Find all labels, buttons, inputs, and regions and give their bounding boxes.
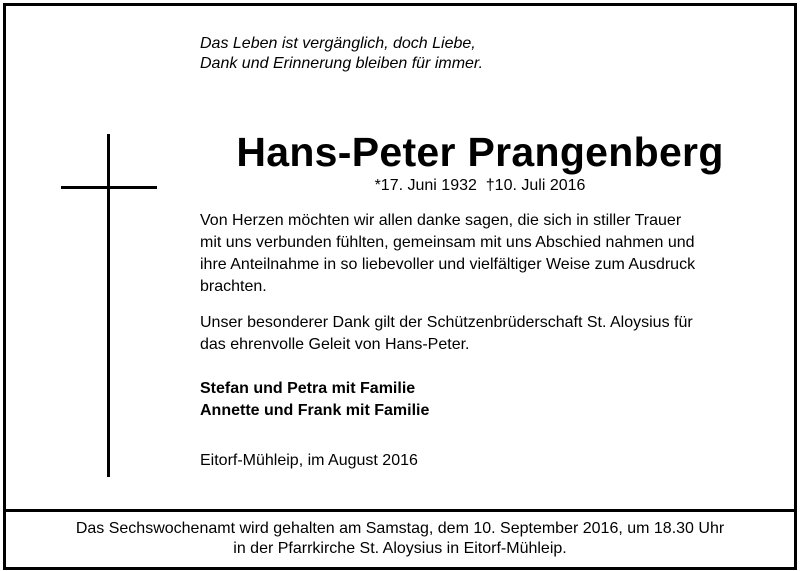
announcement-line: in der Pfarrkirche St. Aloysius in Eitorf-Mühleip. [233, 540, 567, 557]
thanks-paragraph [200, 210, 770, 298]
signer: Stefan und Petra mit Familie [200, 380, 416, 397]
life-dates: *17. Juni 1932 †10. Juli 2016 [374, 177, 586, 194]
paragraph-line: brachten. [200, 278, 267, 295]
special-thanks-paragraph [200, 312, 770, 356]
place-date: Eitorf-Mühleip, im August 2016 [200, 452, 418, 469]
quote-line: Dank und Erinnerung bleiben für immer. [200, 55, 484, 72]
paragraph-line: ihre Anteilnahme in so liebevoller und vielfältiger Weise zum Ausdruck [200, 256, 696, 273]
footer-divider [3, 509, 797, 512]
signers [200, 378, 429, 422]
quote [200, 34, 483, 74]
paragraph-line: das ehrenvolle Geleit von Hans-Peter. [200, 336, 470, 353]
announcement-line: Das Sechswochenamt wird gehalten am Samstag, dem 10. September 2016, um 18.30 Uhr [75, 520, 725, 537]
paragraph-line: Von Herzen möchten wir allen danke sagen, die sich in stiller Trauer [200, 212, 682, 229]
paragraph-line: mit uns verbunden fühlten, gemeinsam mit uns Abschied nahmen und [200, 234, 695, 251]
deceased-name: Hans-Peter Prangenberg [236, 129, 724, 175]
cross-horizontal-bar [61, 186, 157, 189]
quote-line: Das Leben ist vergänglich, doch Liebe, [200, 35, 476, 52]
signer: Annette und Frank mit Familie [200, 402, 430, 419]
mass-announcement [0, 519, 800, 559]
paragraph-line: Unser besonderer Dank gilt der Schützenbrüderschaft St. Aloysius für [200, 314, 693, 331]
